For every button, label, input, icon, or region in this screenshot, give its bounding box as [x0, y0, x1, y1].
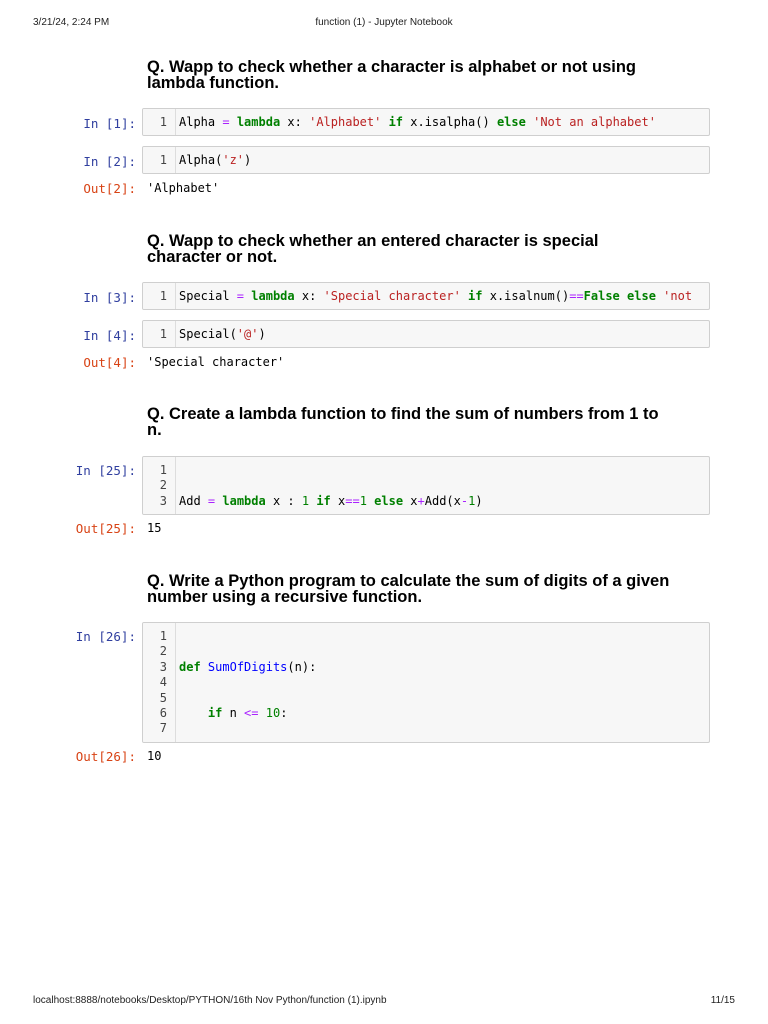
line-numbers: 1 [159, 153, 167, 167]
print-url: localhost:8888/notebooks/Desktop/PYTHON/16th Nov Python/function (1).ipynb [33, 995, 387, 1006]
input-prompt: In [3]: [83, 290, 136, 305]
input-prompt: In [4]: [83, 328, 136, 343]
output-prompt: Out[25]: [75, 521, 136, 536]
cell-output: 'Alphabet' [147, 181, 220, 195]
input-prompt: In [1]: [83, 116, 136, 131]
code-editor[interactable]: Add = lambda x : 1 if x==1 else x+Add(x-1) [179, 493, 483, 508]
cell-output: 'Special character' [147, 355, 285, 369]
cell-output: 10 [147, 749, 162, 763]
section-heading-1: Q. Wapp to check whether a character is alphabet or not using lambda function. [147, 58, 636, 92]
line-numbers: 1 2 3 4 5 6 7 [159, 629, 167, 736]
code-editor[interactable]: Special('@') [179, 327, 266, 341]
print-page-title: function (1) - Jupyter Notebook [315, 17, 453, 28]
output-prompt: Out[2]: [83, 181, 136, 196]
section-heading-3: Q. Create a lambda function to find the sum of numbers from 1 to n. [147, 405, 659, 439]
code-cell[interactable] [142, 108, 710, 136]
code-editor[interactable]: Alpha('z') [179, 153, 252, 167]
output-prompt: Out[26]: [75, 749, 136, 764]
input-prompt: In [2]: [83, 154, 136, 169]
code-cell[interactable] [142, 282, 710, 310]
line-numbers: 1 2 3 [159, 463, 167, 508]
input-prompt: In [25]: [75, 463, 136, 478]
print-timestamp: 3/21/24, 2:24 PM [33, 17, 110, 28]
code-cell[interactable] [142, 320, 710, 348]
line-numbers: 1 [159, 327, 167, 341]
code-cell[interactable] [142, 456, 710, 515]
section-heading-4: Q. Write a Python program to calculate the sum of digits of a given number using a recursive function. [147, 572, 670, 606]
input-prompt: In [26]: [75, 629, 136, 644]
cell-output: 15 [147, 521, 162, 535]
section-heading-2: Q. Wapp to check whether an entered character is special character or not. [147, 232, 599, 266]
code-editor[interactable]: Special = lambda x: 'Special character' if x.isalnum()==False else 'not [179, 289, 693, 303]
output-prompt: Out[4]: [83, 355, 136, 370]
code-cell[interactable] [142, 146, 710, 174]
code-cell[interactable] [142, 622, 710, 743]
line-numbers: 1 [159, 115, 167, 129]
line-numbers: 1 [159, 289, 167, 303]
code-editor[interactable]: def SumOfDigits(n): if n <= 10: [179, 659, 317, 721]
page-number: 11/15 [710, 995, 735, 1006]
code-editor[interactable]: Alpha = lambda x: 'Alphabet' if x.isalpha() else 'Not an alphabet' [179, 115, 656, 129]
